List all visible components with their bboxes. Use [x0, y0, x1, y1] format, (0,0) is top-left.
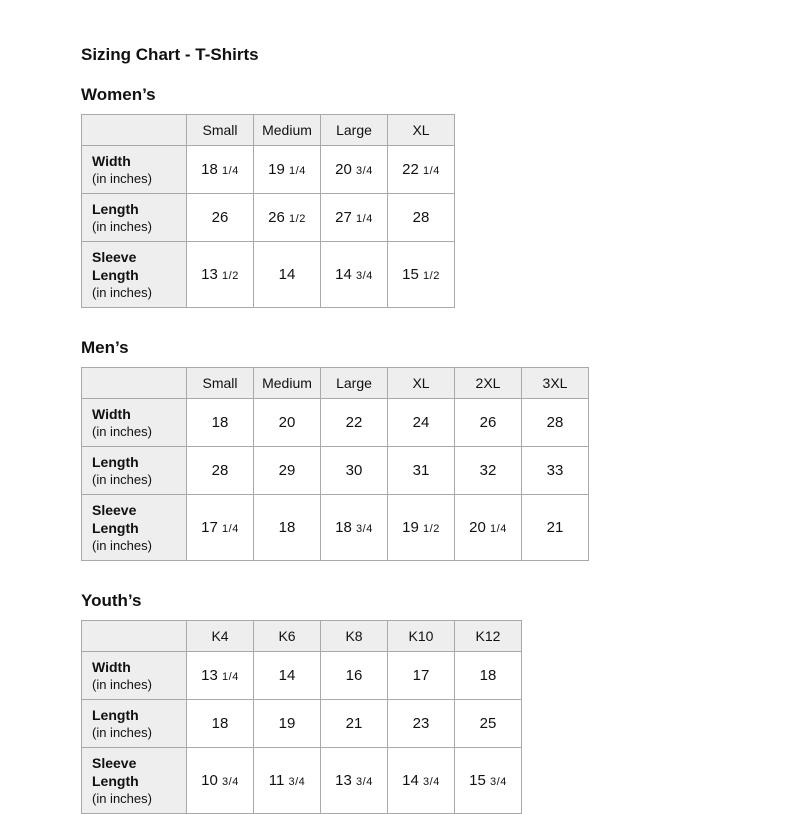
row-label: Width	[92, 153, 131, 169]
row-sublabel: (in inches)	[92, 285, 152, 300]
row-sublabel: (in inches)	[92, 472, 152, 487]
value-cell: 20 1/4	[455, 495, 522, 561]
row-sublabel: (in inches)	[92, 725, 152, 740]
fraction: 3/4	[423, 776, 440, 788]
row-label: Sleeve Length	[92, 249, 139, 283]
value-cell: 19 1/2	[388, 495, 455, 561]
row-label: Length	[92, 707, 139, 723]
row-sublabel: (in inches)	[92, 424, 152, 439]
row-sublabel: (in inches)	[92, 677, 152, 692]
row-header	[82, 700, 187, 748]
column-header: Small	[187, 368, 254, 399]
fraction: 3/4	[356, 165, 373, 177]
size-chart-sections	[81, 84, 800, 814]
size-chart-section	[81, 590, 800, 814]
fraction: 3/4	[222, 776, 239, 788]
fraction: 1/4	[222, 671, 239, 683]
value-cell: 25	[455, 700, 522, 748]
row-header	[82, 652, 187, 700]
value-cell: 26	[455, 399, 522, 447]
section-heading: Youth’s	[81, 591, 142, 610]
fraction: 1/4	[222, 523, 239, 535]
value-cell: 13 1/4	[187, 652, 254, 700]
value-cell: 24	[388, 399, 455, 447]
row-label: Width	[92, 406, 131, 422]
value-cell: 18 3/4	[321, 495, 388, 561]
row-label: Length	[92, 201, 139, 217]
value-cell: 17	[388, 652, 455, 700]
value-cell: 17 1/4	[187, 495, 254, 561]
value-cell: 14	[254, 652, 321, 700]
table-row	[82, 748, 522, 814]
row-sublabel: (in inches)	[92, 538, 152, 553]
table-row	[82, 652, 522, 700]
corner-cell	[82, 115, 187, 146]
size-chart-section	[81, 337, 800, 561]
size-table	[81, 620, 522, 814]
value-cell: 22	[321, 399, 388, 447]
table-row	[82, 399, 589, 447]
column-header: Medium	[254, 115, 321, 146]
section-heading: Men’s	[81, 338, 129, 357]
column-header: K12	[455, 621, 522, 652]
column-header: K10	[388, 621, 455, 652]
value-cell: 19 1/4	[254, 146, 321, 194]
value-cell: 23	[388, 700, 455, 748]
column-header: K4	[187, 621, 254, 652]
column-header: XL	[388, 368, 455, 399]
row-sublabel: (in inches)	[92, 791, 152, 806]
value-cell: 29	[254, 447, 321, 495]
value-cell: 13 1/2	[187, 242, 254, 308]
fraction: 3/4	[490, 776, 507, 788]
column-header: XL	[388, 115, 455, 146]
value-cell: 32	[455, 447, 522, 495]
value-cell: 18	[254, 495, 321, 561]
fraction: 1/2	[423, 270, 440, 282]
table-row	[82, 242, 455, 308]
value-cell: 28	[388, 194, 455, 242]
row-sublabel: (in inches)	[92, 219, 152, 234]
value-cell: 27 1/4	[321, 194, 388, 242]
value-cell: 14	[254, 242, 321, 308]
value-cell: 11 3/4	[254, 748, 321, 814]
column-header: Large	[321, 115, 388, 146]
table-row	[82, 194, 455, 242]
column-header: Small	[187, 115, 254, 146]
row-header	[82, 495, 187, 561]
header-row	[82, 621, 522, 652]
fraction: 1/4	[222, 165, 239, 177]
value-cell: 10 3/4	[187, 748, 254, 814]
row-sublabel: (in inches)	[92, 171, 152, 186]
value-cell: 19	[254, 700, 321, 748]
value-cell: 15 3/4	[455, 748, 522, 814]
table-row	[82, 700, 522, 748]
fraction: 1/4	[289, 165, 306, 177]
value-cell: 30	[321, 447, 388, 495]
value-cell: 18	[187, 700, 254, 748]
value-cell: 14 3/4	[388, 748, 455, 814]
fraction: 1/4	[423, 165, 440, 177]
size-table	[81, 114, 455, 308]
value-cell: 15 1/2	[388, 242, 455, 308]
row-header	[82, 146, 187, 194]
column-header: K6	[254, 621, 321, 652]
fraction: 1/4	[490, 523, 507, 535]
row-label: Width	[92, 659, 131, 675]
header-row	[82, 368, 589, 399]
fraction: 1/4	[356, 213, 373, 225]
fraction: 1/2	[222, 270, 239, 282]
column-header: 3XL	[522, 368, 589, 399]
value-cell: 20	[254, 399, 321, 447]
fraction: 3/4	[288, 776, 306, 788]
value-cell: 33	[522, 447, 589, 495]
value-cell: 18 1/4	[187, 146, 254, 194]
row-header	[82, 447, 187, 495]
table-row	[82, 495, 589, 561]
value-cell: 21	[522, 495, 589, 561]
value-cell: 20 3/4	[321, 146, 388, 194]
column-header: 2XL	[455, 368, 522, 399]
table-row	[82, 447, 589, 495]
value-cell: 13 3/4	[321, 748, 388, 814]
value-cell: 28	[522, 399, 589, 447]
column-header: Medium	[254, 368, 321, 399]
value-cell: 18	[187, 399, 254, 447]
fraction: 1/2	[423, 523, 440, 535]
row-label: Length	[92, 454, 139, 470]
table-row	[82, 146, 455, 194]
fraction: 3/4	[356, 523, 373, 535]
page-title: Sizing Chart - T-Shirts	[81, 45, 259, 64]
value-cell: 18	[455, 652, 522, 700]
column-header: K8	[321, 621, 388, 652]
column-header: Large	[321, 368, 388, 399]
row-header	[82, 399, 187, 447]
value-cell: 26 1/2	[254, 194, 321, 242]
corner-cell	[82, 621, 187, 652]
row-header	[82, 242, 187, 308]
row-header	[82, 194, 187, 242]
value-cell: 16	[321, 652, 388, 700]
section-heading: Women’s	[81, 85, 156, 104]
corner-cell	[82, 368, 187, 399]
header-row	[82, 115, 455, 146]
value-cell: 31	[388, 447, 455, 495]
fraction: 3/4	[356, 776, 373, 788]
row-header	[82, 748, 187, 814]
size-chart-section	[81, 84, 800, 308]
row-label: Sleeve Length	[92, 755, 139, 789]
value-cell: 26	[187, 194, 254, 242]
value-cell: 22 1/4	[388, 146, 455, 194]
fraction: 1/2	[289, 213, 306, 225]
row-label: Sleeve Length	[92, 502, 139, 536]
size-table	[81, 367, 589, 561]
value-cell: 14 3/4	[321, 242, 388, 308]
value-cell: 21	[321, 700, 388, 748]
fraction: 3/4	[356, 270, 373, 282]
value-cell: 28	[187, 447, 254, 495]
